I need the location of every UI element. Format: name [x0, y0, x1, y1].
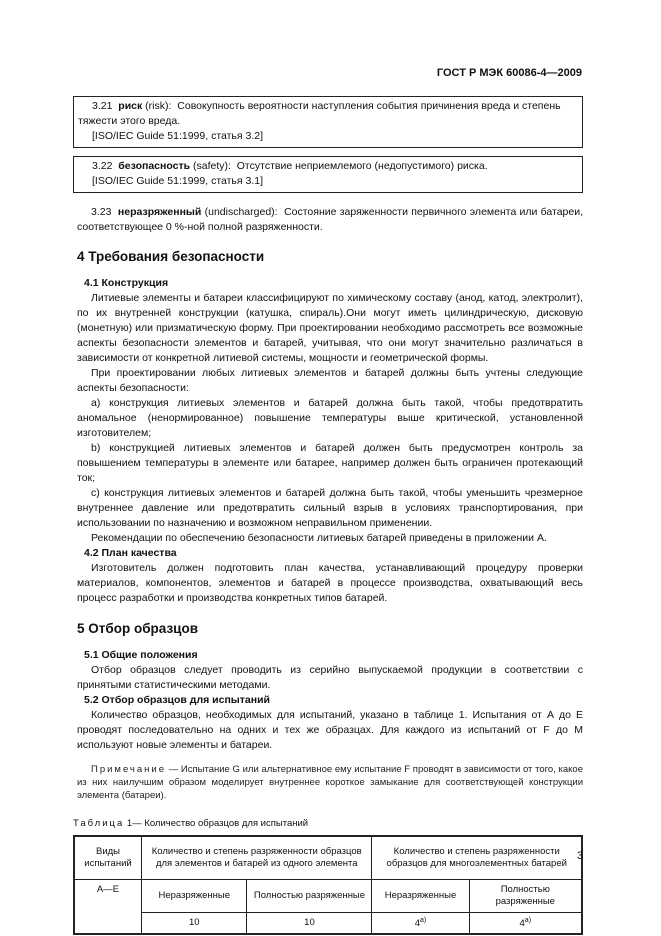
table-caption-label: Таблица: [73, 818, 125, 829]
page-number: 3: [577, 850, 584, 862]
list-item-a: а) конструкция литиевых элементов и батарей должна быть такой, чтобы предотвратить аномальное (ненормированное) повышение температуры выше критической, установленной изготовителем;: [77, 397, 583, 439]
def-number: 3.21: [92, 100, 113, 112]
def-text: Состояние заряженности первичного элемента или батареи, соответствующее 0 %-ной полной разряженности.: [77, 206, 583, 233]
subheader-undischarged: Неразряженные: [142, 880, 247, 913]
section-5-title: 5 Отбор образцов: [77, 621, 199, 636]
note: [77, 763, 583, 802]
footnote-marker: а): [524, 917, 532, 925]
def-english: (undischarged):: [204, 206, 278, 218]
def-term: риск: [118, 100, 143, 112]
list-item-b: b) конструкцией литиевых элементов и батарей должен быть предусмотрен контроль за повышением температуры в элементе или батарее, например должен быть ограничен протекающий ток;: [77, 442, 583, 484]
paragraph: Рекомендации по обеспечению безопасности литиевых батарей приведены в приложении А.: [91, 532, 547, 544]
table-cell: [372, 913, 469, 935]
def-term: безопасность: [118, 160, 191, 172]
def-reference: [ISO/IEC Guide 51:1999, статья 3.1]: [92, 175, 264, 187]
paragraph: При проектировании любых литиевых элементов и батарей должны быть учтены следующие аспекты безопасности:: [77, 367, 583, 394]
note-text: — Испытание G или альтернативное ему испытание F проводят в зависимости от того, какое из них наилучшим образом моделирует внутреннее короткое замыкание для соответствующей конструкции элемента (батареи).: [77, 764, 583, 801]
table-caption: [73, 816, 583, 831]
subheader-fully-discharged: Полностью разряженные: [247, 880, 372, 913]
paragraph: Изготовитель должен подготовить план качества, устанавливающий процедуру проверки материалов, компонентов, элементов и батарей в процессе производства, охватывающий весь процесс разработки и производства конкретных типов батарей.: [77, 562, 583, 604]
def-term: неразряженный: [117, 206, 202, 218]
subheader-undischarged: Неразряженные: [372, 880, 469, 913]
paragraph: Литиевые элементы и батареи классифицируют по химическому составу (анод, катод, электролит), по их внутренней конструкции (катушка, спираль).Они могут иметь цилиндрическую, дисковую (монетную) или призматическую форму. При проектировании необходимо рассмотреть все возможные аспекты безопасности элементов и батарей, учитывая, что они могут значительно различаться в зависимости от конкретной литиевой системы, мощности и геометрической формы.: [77, 292, 583, 364]
section-5-2-title: 5.2 Отбор образцов для испытаний: [84, 694, 271, 706]
def-text: Совокупность вероятности наступления события причинения вреда и степень тяжести этого вреда.: [78, 100, 561, 127]
definition-3-21: [73, 96, 583, 148]
table-cell: 10: [142, 913, 247, 935]
def-text: Отсутствие неприемлемого (недопустимого) риска.: [236, 160, 488, 172]
section-5-1-title: 5.1 Общие положения: [84, 649, 198, 661]
paragraph: Отбор образцов следует проводить из серийно выпускаемой продукции в соответствии с принятыми статистическими методами.: [77, 664, 583, 691]
list-item-c: с) конструкция литиевых элементов и батарей должна быть такой, чтобы уменьшить чрезмерное внутреннее давление или предотвратить сильный взрыв в условиях транспортирования, при использовании по назначению и возможном неправильном применении.: [77, 487, 583, 529]
table-row: [74, 880, 582, 913]
def-number: 3.22: [92, 160, 113, 172]
footnote-marker: а): [420, 917, 427, 925]
section-4-title: 4 Требования безопасности: [77, 249, 265, 264]
samples-table: [73, 835, 583, 935]
def-english: (risk):: [145, 100, 172, 112]
subheader-fully-discharged: Полностью разряженные: [469, 880, 582, 913]
table-header-row: [74, 836, 582, 880]
paragraph: Количество образцов, необходимых для испытаний, указано в таблице 1. Испытания от А до Е проводят последовательно на одних и тех же образцах. Для каждого из испытаний от F до М используют новые элементы и батареи.: [77, 709, 583, 751]
def-english: (safety):: [192, 160, 231, 172]
note-label: Примечание: [91, 764, 166, 775]
document-header: ГОСТ Р МЭК 60086-4—2009: [436, 67, 582, 79]
table-cell: [469, 913, 582, 935]
header-single-cell: Количество и степень разряженности образцов для элементов и батарей из одного элемента: [142, 836, 372, 880]
table-row: [74, 913, 582, 935]
table-caption-text: 1— Количество образцов для испытаний: [126, 818, 309, 829]
header-test-kinds: Виды испытаний: [74, 836, 142, 880]
section-4-2-title: 4.2 План качества: [84, 547, 177, 559]
header-multi-cell: Количество и степень разряженности образцов для многоэлементных батарей: [372, 836, 582, 880]
cell-value: 4: [519, 918, 525, 930]
definition-3-22: [73, 156, 583, 193]
table-cell: 10: [247, 913, 372, 935]
definition-3-23: [73, 205, 583, 235]
row-label: А—Е: [74, 880, 142, 935]
cell-value: 4: [414, 918, 421, 930]
def-number: 3.23: [91, 206, 112, 218]
def-reference: [ISO/IEC Guide 51:1999, статья 3.2]: [92, 130, 264, 142]
section-4-1-title: 4.1 Конструкция: [84, 277, 169, 289]
page-content: [73, 96, 583, 935]
